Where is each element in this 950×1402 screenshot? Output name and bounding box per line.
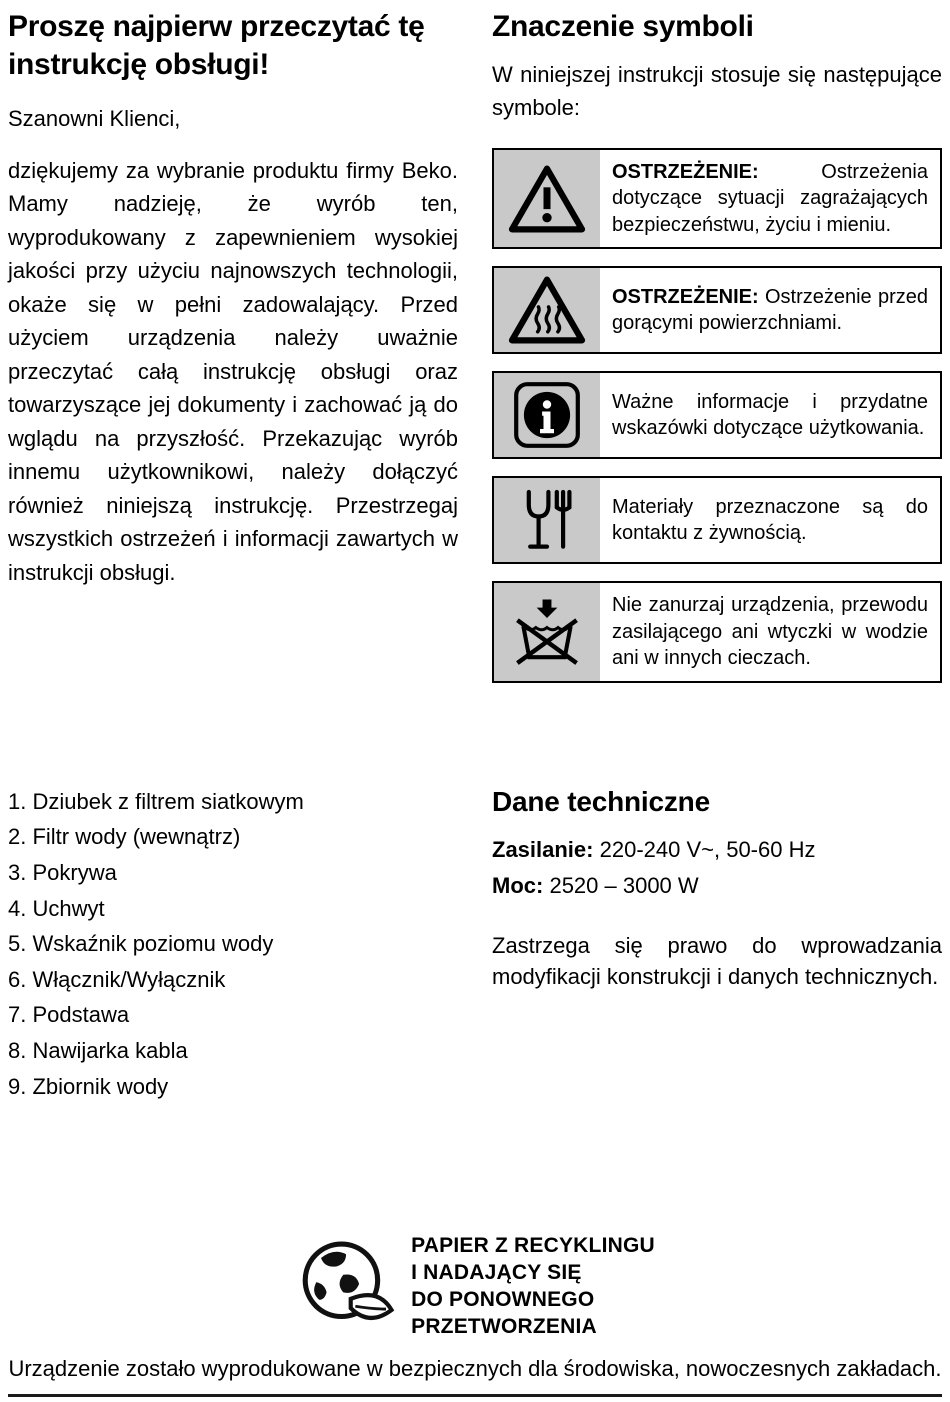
symbols-column — [492, 8, 942, 700]
symbol-description: Nie zanurzaj urządzenia, przewodu zasilającego ani wtyczki w wodzie ani w innych cieczach. — [612, 594, 928, 670]
warning-triangle-icon — [494, 150, 600, 248]
power-label: Zasilanie: — [492, 836, 594, 862]
eco-note: Urządzenie zostało wyprodukowane w bezpiecznych dla środowiska, nowoczesnych zakładach. — [8, 1356, 942, 1381]
intro-title: Proszę najpierw przeczytać tę instrukcję obsługi! — [8, 10, 425, 81]
part-list-item: 7. Podstawa — [8, 1002, 130, 1028]
symbol-row-no-immersion — [492, 581, 942, 683]
symbol-textwrap — [600, 478, 940, 562]
technical-column — [492, 784, 942, 1104]
recycle-claim-line: I NADAJĄCY SIĘ — [411, 1261, 582, 1284]
symbol-textwrap — [600, 373, 940, 457]
symbol-textwrap — [600, 583, 940, 681]
second-row — [8, 784, 942, 1104]
recycle-claim-line: DO PONOWNEGO — [411, 1288, 595, 1311]
part-list-item: 3. Pokrywa — [8, 859, 117, 885]
part-list-item: 6. Włącznik/Wyłącznik — [8, 966, 226, 992]
symbol-row-hot-surface — [492, 266, 942, 354]
recycle-claim-line: PAPIER Z RECYKLINGU — [411, 1234, 655, 1257]
part-list-item: 4. Uchwyt — [8, 895, 105, 921]
power-spec — [492, 832, 942, 868]
part-list-item: 1. Dziubek z filtrem siatkowym — [8, 788, 304, 814]
part-list-item: 5. Wskaźnik poziomu wody — [8, 931, 274, 957]
symbol-description: Ważne informacje i przydatne wskazówki dotyczące użytkowania. — [612, 390, 928, 440]
symbol-text — [612, 389, 928, 442]
symbol-description: Ostrzeżenia dotyczące sytuacji zagrażających bezpieczeństwu, życiu i mieniu. — [612, 160, 928, 236]
symbol-description: Materiały przeznaczone są do kontaktu z żywnością. — [612, 495, 928, 545]
wattage-spec — [492, 868, 942, 904]
salutation: Szanowni Klienci, — [8, 105, 181, 131]
symbol-text — [612, 494, 928, 547]
symbol-row-info — [492, 371, 942, 459]
symbol-text — [612, 159, 928, 239]
symbol-description: Ostrzeżenie przed gorącymi powierzchniami. — [612, 285, 928, 335]
bottom-divider — [8, 1394, 942, 1397]
symbols-title: Znaczenie symboli — [492, 10, 754, 43]
technical-note: Zastrzega się prawo do wprowadzania modyfikacji konstrukcji i danych technicznych. — [492, 932, 942, 989]
parts-column — [8, 784, 458, 1104]
part-list-item: 8. Nawijarka kabla — [8, 1037, 188, 1063]
intro-column — [8, 8, 458, 700]
symbol-text — [612, 284, 928, 337]
symbol-text — [612, 592, 928, 672]
recycling-globe-icon — [295, 1236, 399, 1337]
page-footer — [0, 1232, 950, 1382]
intro-body: dziękujemy za wybranie produktu firmy Beko. Mamy nadzieję, że wyrób ten, wyprodukowany z zapewnieniem wysokiej jakości przy użyciu najnowszych technologii, okaże się w pełni zadowalający. Przed użyciem urządzenia należy uważnie przeczytać całą instrukcję obsługi oraz towarzyszące jej dokumenty i zachować ją do wglądu na przyszłość. Przekazując wyrób innemu użytkownikowi, należy dołączyć również niniejszą instrukcję. Przestrzegaj wszystkich ostrzeżeń i informacji zawartych w instrukcji obsługi. — [8, 157, 458, 585]
symbol-row-warning — [492, 148, 942, 250]
info-icon — [494, 373, 600, 457]
top-row — [8, 8, 942, 700]
wattage-label: Moc: — [492, 872, 544, 898]
food-safe-icon — [494, 478, 600, 562]
part-list-item: 2. Filtr wody (wewnątrz) — [8, 824, 241, 850]
symbol-textwrap — [600, 268, 940, 352]
symbol-warning-label: OSTRZEŻENIE: — [612, 160, 759, 183]
recycle-block — [0, 1232, 950, 1340]
part-list-item: 9. Zbiornik wody — [8, 1073, 169, 1099]
power-value: 220-240 V~, 50-60 Hz — [599, 836, 816, 862]
symbol-row-food-contact — [492, 476, 942, 564]
recycle-claim-line: PRZETWORZENIA — [411, 1315, 597, 1338]
symbol-textwrap — [600, 150, 940, 248]
hot-surface-icon — [494, 268, 600, 352]
recycle-claim — [411, 1232, 655, 1340]
wattage-value: 2520 – 3000 W — [549, 872, 699, 898]
symbols-intro: W niniejszej instrukcji stosuje się następujące symbole: — [492, 61, 942, 120]
technical-title: Dane techniczne — [492, 785, 710, 817]
no-immersion-icon — [494, 583, 600, 681]
symbol-warning-label: OSTRZEŻENIE: — [612, 285, 759, 308]
